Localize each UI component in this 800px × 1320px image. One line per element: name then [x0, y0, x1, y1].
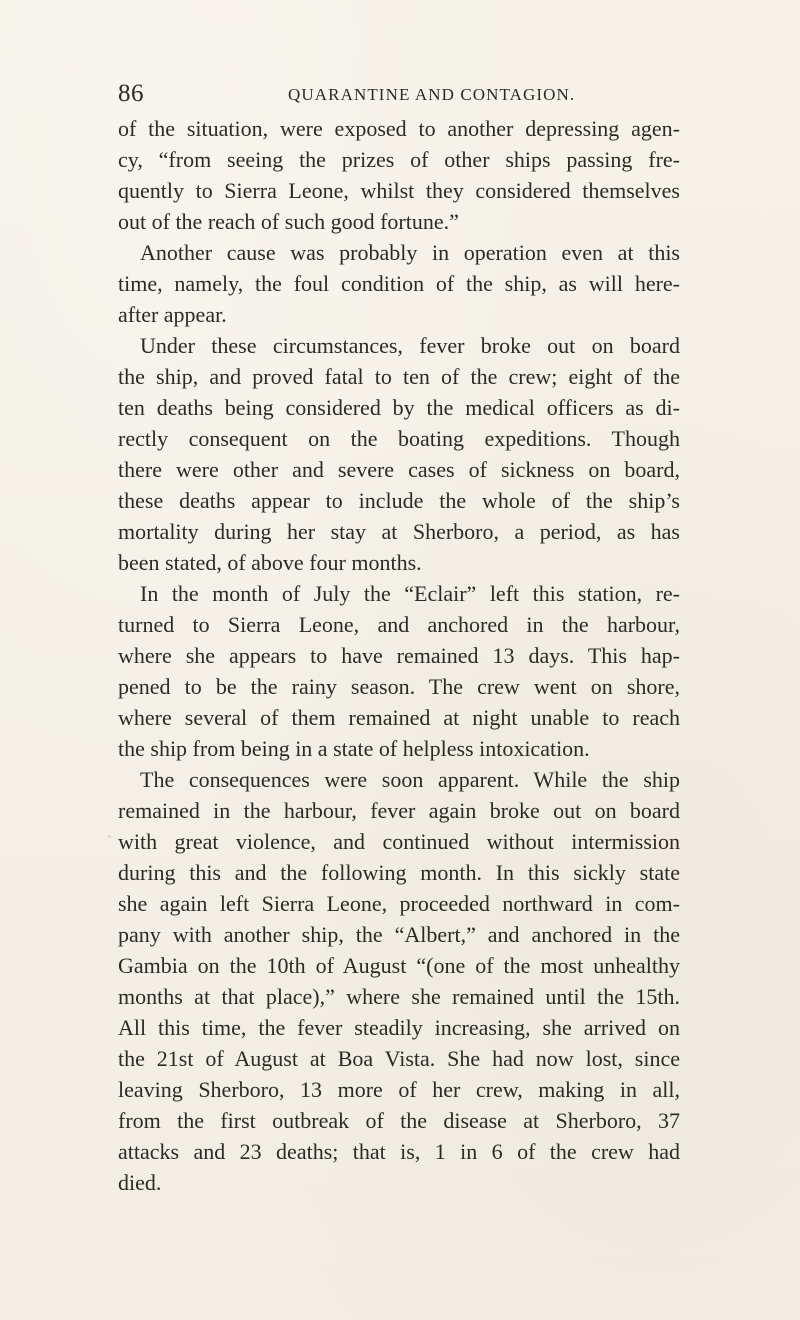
text-line: time, namely, the foul condition of the ship, as will here-: [118, 271, 680, 296]
text-line: pany with another ship, the “Albert,” and anchored in the: [118, 922, 680, 947]
text-line: where she appears to have remained 13 days. This hap-: [118, 643, 680, 668]
text-line: been stated, of above four months.: [118, 550, 422, 575]
body-text: [118, 113, 680, 1198]
text-line: cy, “from seeing the prizes of other ships passing fre-: [118, 147, 680, 172]
paragraph-start-line: Under these circumstances, fever broke out on board: [140, 333, 680, 358]
page-number: 86: [118, 80, 144, 107]
text-line: rectly consequent on the boating expeditions. Though: [118, 426, 680, 451]
text-line: the 21st of August at Boa Vista. She had now lost, since: [118, 1046, 680, 1071]
text-line: from the first outbreak of the disease at Sherboro, 37: [118, 1108, 680, 1133]
text-line: mortality during her stay at Sherboro, a period, as has: [118, 519, 680, 544]
text-line: All this time, the fever steadily increasing, she arrived on: [118, 1015, 680, 1040]
text-line: with great violence, and continued without intermission: [118, 829, 680, 854]
paragraph-start-line: In the month of July the “Eclair” left this station, re-: [140, 581, 680, 606]
paragraph-start-line: The consequences were soon apparent. While the ship: [140, 767, 680, 792]
text-line: quently to Sierra Leone, whilst they considered themselves: [118, 178, 680, 203]
text-line: leaving Sherboro, 13 more of her crew, making in all,: [118, 1077, 680, 1102]
text-line: the ship, and proved fatal to ten of the crew; eight of the: [118, 364, 680, 389]
text-line: these deaths appear to include the whole of the ship’s: [118, 488, 680, 513]
text-line: pened to be the rainy season. The crew went on shore,: [118, 674, 680, 699]
text-line: she again left Sierra Leone, proceeded northward in com-: [118, 891, 680, 916]
text-line: remained in the harbour, fever again broke out on board: [118, 798, 680, 823]
text-line: Gambia on the 10th of August “(one of the most unhealthy: [118, 953, 680, 978]
text-line: attacks and 23 deaths; that is, 1 in 6 of the crew had: [118, 1139, 680, 1164]
text-line: during this and the following month. In this sickly state: [118, 860, 680, 885]
text-line: there were other and severe cases of sickness on board,: [118, 457, 680, 482]
text-line: the ship from being in a state of helpless intoxication.: [118, 736, 590, 761]
text-line: turned to Sierra Leone, and anchored in the harbour,: [118, 612, 680, 637]
running-head-title: QUARANTINE AND CONTAGION.: [288, 85, 576, 104]
text-line: of the situation, were exposed to another depressing agen-: [118, 116, 680, 141]
text-line: where several of them remained at night unable to reach: [118, 705, 680, 730]
text-line: out of the reach of such good fortune.”: [118, 209, 459, 234]
text-line: ten deaths being considered by the medical officers as di-: [118, 395, 680, 420]
paragraph-start-line: Another cause was probably in operation even at this: [140, 240, 680, 265]
text-line: after appear.: [118, 302, 227, 327]
text-line: months at that place),” where she remained until the 15th.: [118, 984, 680, 1009]
running-head: [118, 82, 678, 112]
text-line: died.: [118, 1170, 162, 1195]
paper-speck: [108, 835, 111, 838]
